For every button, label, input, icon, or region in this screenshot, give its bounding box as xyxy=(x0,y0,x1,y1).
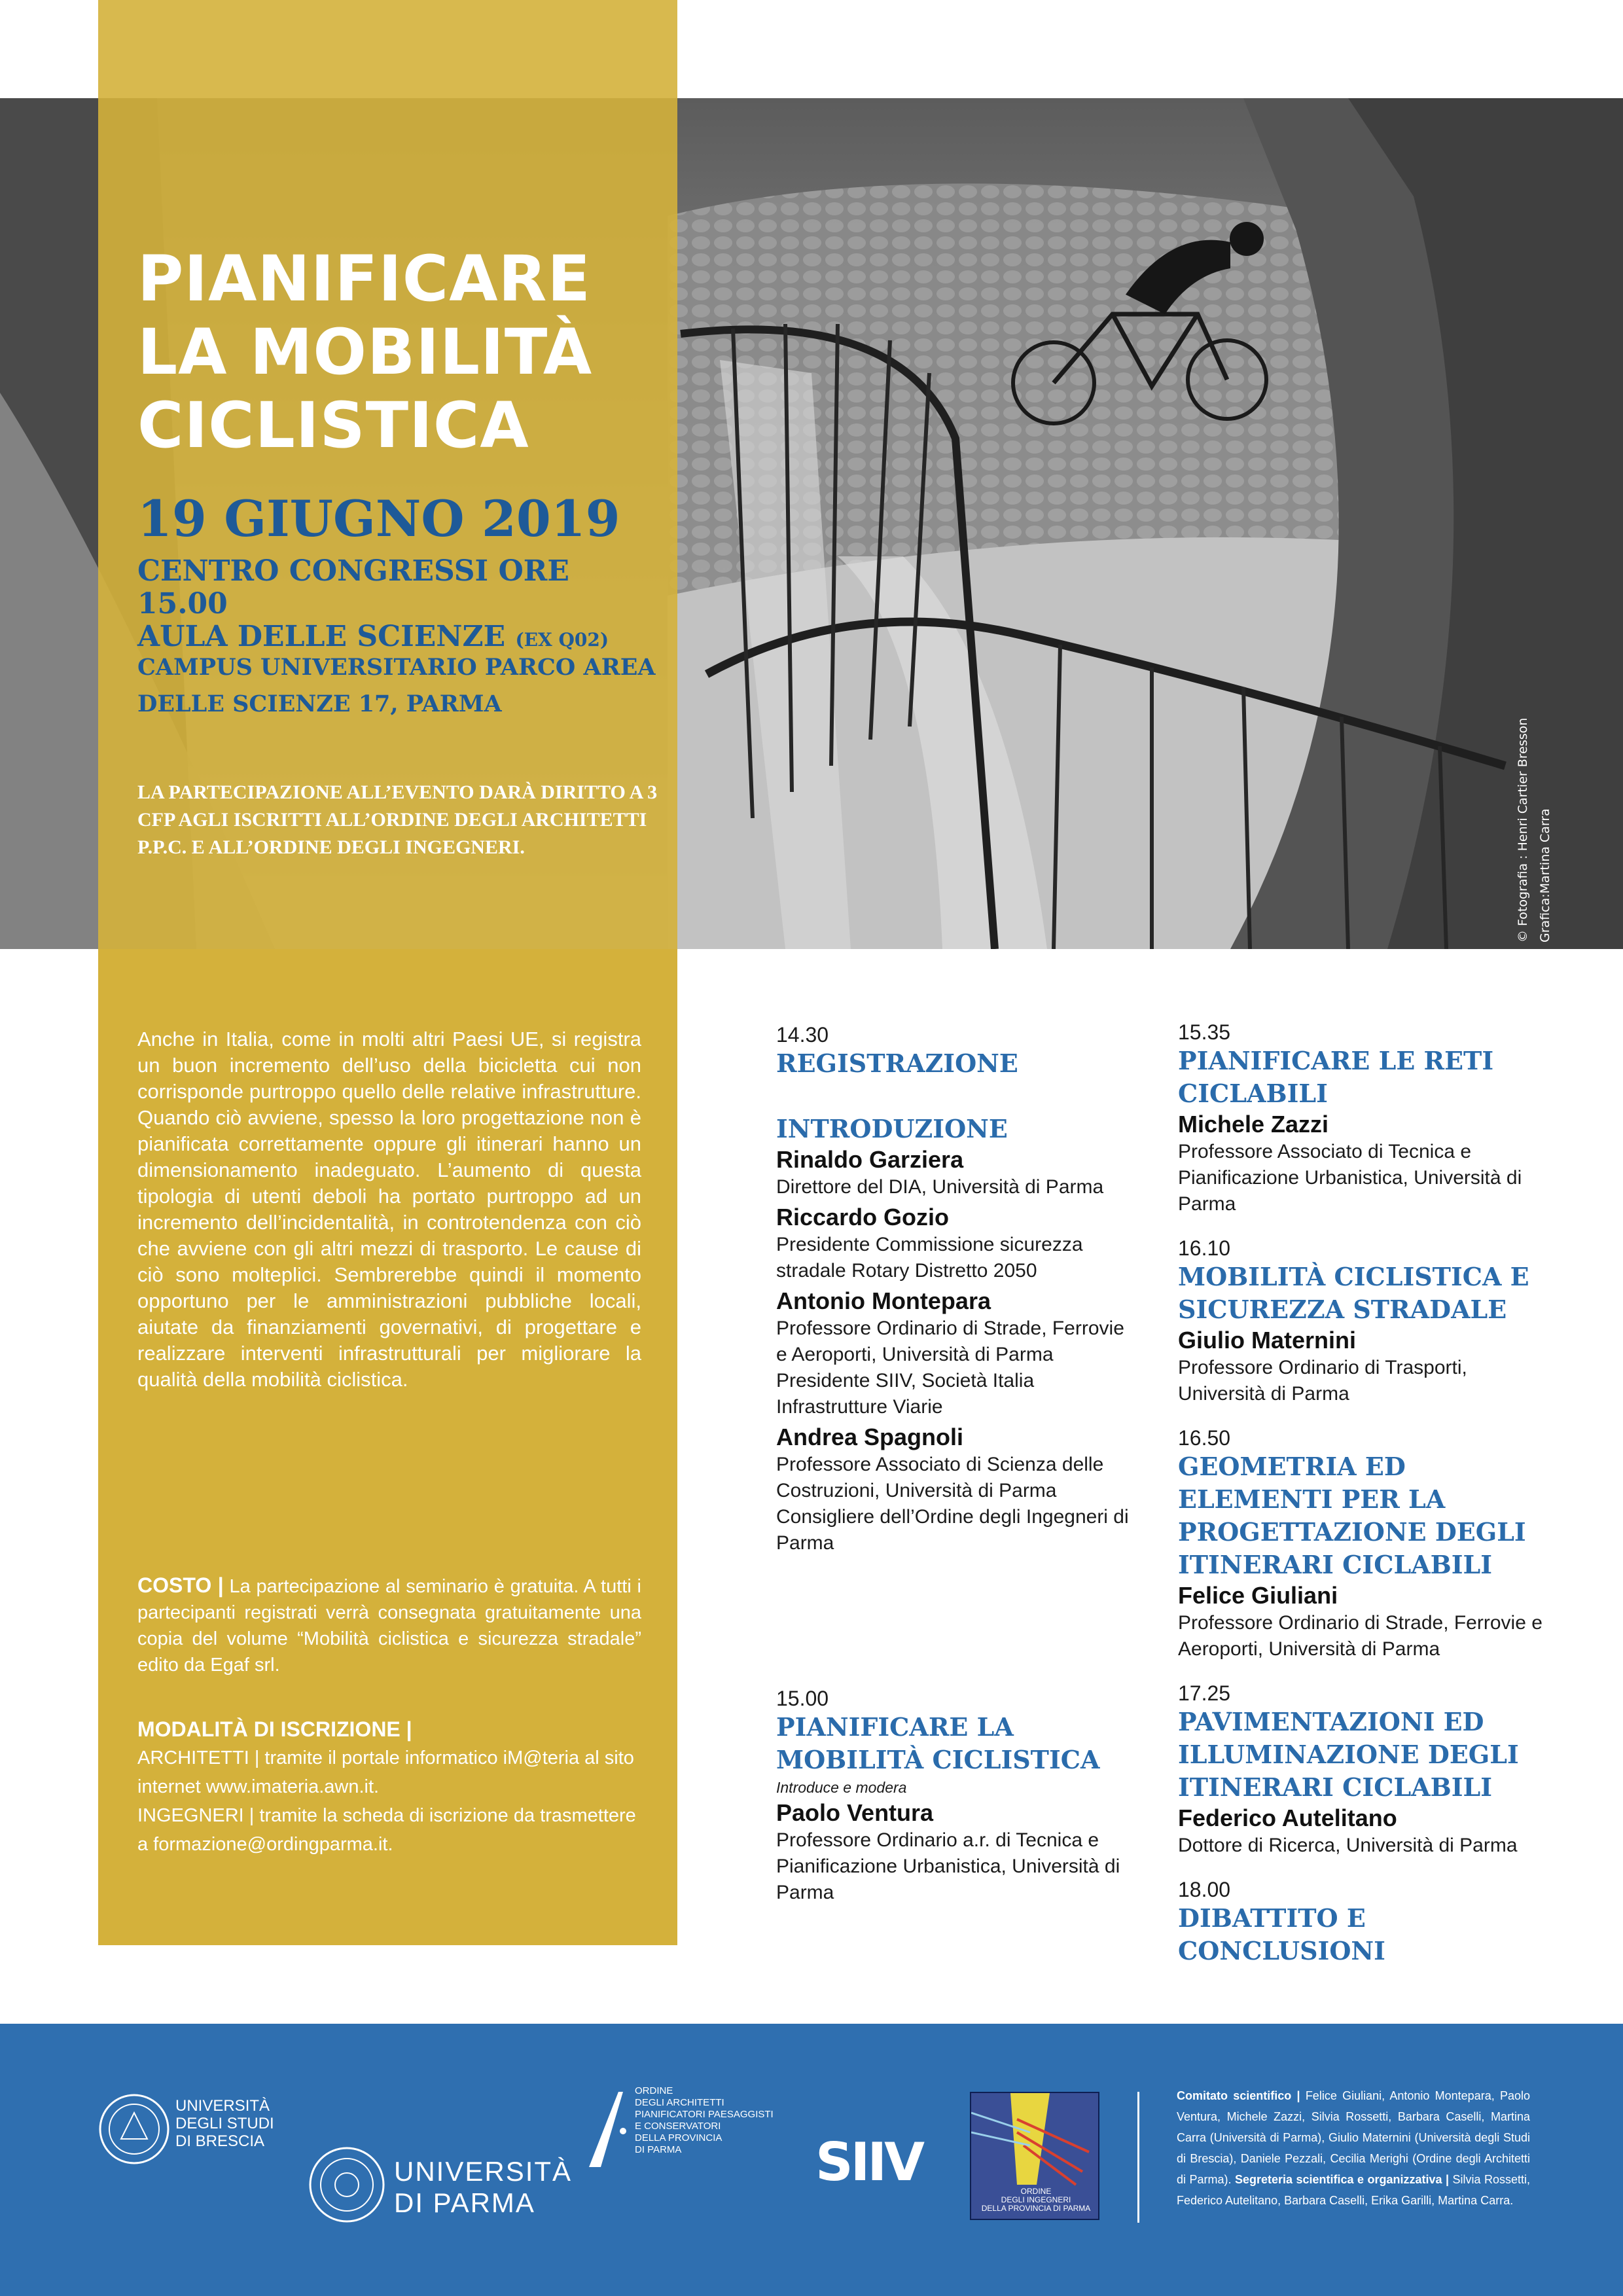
registration-architects: ARCHITETTI | tramite il portale informatico iM@teria al sito internet www.imateria.awn.it. xyxy=(137,1748,634,1797)
session-time: 17.25 xyxy=(1178,1681,1231,1705)
architects-mark-icon xyxy=(582,2085,635,2170)
brescia-line: DEGLI STUDI xyxy=(175,2115,274,2132)
architects-line: DI PARMA xyxy=(635,2144,682,2155)
logo-university-parma xyxy=(308,2145,573,2227)
footer-divider xyxy=(1137,2092,1139,2223)
engineers-line: ORDINE xyxy=(1020,2187,1052,2196)
committee-heading: Comitato scientifico | xyxy=(1177,2089,1300,2102)
secretariat-heading: Segreteria scientifica e organizzativa | xyxy=(1234,2173,1449,2186)
venue-room-note: (EX Q02) xyxy=(515,629,609,651)
registration-section xyxy=(137,1715,648,1859)
graphics-credit-line: Grafica:Martina Carra xyxy=(1538,808,1552,942)
address-line: DELLE SCIENZE 17, PARMA xyxy=(137,691,502,717)
committee-credits xyxy=(1177,2085,1530,2211)
parma-line: UNIVERSITÀ xyxy=(394,2156,573,2187)
architects-line: DEGLI ARCHITETTI xyxy=(635,2097,724,2108)
session-note: Introduce e modera xyxy=(776,1779,907,1796)
session-title: DIBATTITO E CONCLUSIONI xyxy=(1178,1903,1385,1965)
session-title: PIANIFICARE LE RETI CICLABILI xyxy=(1178,1046,1494,1108)
speaker-name: Giulio Maternini xyxy=(1178,1327,1357,1354)
session-title: REGISTRAZIONE xyxy=(776,1049,1018,1078)
engineers-name xyxy=(971,2187,1099,2213)
session-time: 15.00 xyxy=(776,1687,829,1710)
session-time: 16.10 xyxy=(1178,1236,1231,1260)
speaker-role: Professore Associato di Tecnica e Pianificazione Urbanistica, Università di Parma xyxy=(1178,1141,1522,1215)
session-debate xyxy=(1178,1877,1544,1967)
speaker-name: Rinaldo Garziera xyxy=(776,1146,964,1173)
session-safety xyxy=(1178,1236,1544,1407)
cost-heading: COSTO | xyxy=(137,1573,224,1597)
cost-text: La partecipazione al seminario è gratuita. A tutti i partecipanti registrati verrà consegnata gratuitamente una copia del volume “Mobilità ciclistica e sicurezza stradale” edito da Egaf srl. xyxy=(137,1576,641,1676)
speaker-role: Presidente Commissione sicurezza stradale Rotary Distretto 2050 xyxy=(776,1234,1083,1282)
speaker-role: Professore Ordinario di Strade, Ferrovie e Aeroporti, Università di Parma xyxy=(1178,1612,1543,1660)
registration-heading: MODALITÀ DI ISCRIZIONE | xyxy=(137,1717,412,1741)
event-date: 19 GIUGNO 2019 xyxy=(137,490,620,548)
event-title xyxy=(137,242,661,462)
brescia-seal-icon xyxy=(98,2093,170,2165)
parma-seal-icon xyxy=(308,2145,386,2224)
session-pavements xyxy=(1178,1681,1544,1859)
speaker-role: Direttore del DIA, Università di Parma xyxy=(776,1176,1104,1198)
speaker-name: Antonio Montepara xyxy=(776,1287,991,1314)
logo-siiv: SIIV xyxy=(815,2132,923,2193)
committee-text: Felice Giuliani, Antonio Montepara, Paolo Ventura, Michele Zazzi, Silvia Rossetti, Barbara Caselli, Martina Carra (Università di Parma), Giulio Maternini (Università degli Studi di Brescia), Daniele Pezzali, Cecilia Merighi (Ordine degli Architetti di Parma). xyxy=(1177,2089,1530,2186)
speaker-role: Professore Ordinario a.r. di Tecnica e Pianificazione Urbanistica, Università di Parma xyxy=(776,1829,1120,1903)
title-line: CICLISTICA xyxy=(137,389,529,462)
brescia-line: DI BRESCIA xyxy=(175,2132,265,2150)
cfp-notice: LA PARTECIPAZIONE ALL’EVENTO DARÀ DIRITTO A 3 CFP AGLI ISCRITTI ALL’ORDINE DEGLI ARCHITETTI P.P.C. E ALL’ORDINE DEGLI INGEGNERI. xyxy=(137,781,658,858)
session-title: MOBILITÀ CICLISTICA E SICUREZZA STRADALE xyxy=(1178,1262,1529,1324)
session-title: PIANIFICARE LA MOBILITÀ CICLISTICA xyxy=(776,1712,1100,1774)
engineers-line: DELLA PROVINCIA DI PARMA xyxy=(981,2204,1091,2213)
session-title: GEOMETRIA ED ELEMENTI PER LA PROGETTAZIONE DEGLI ITINERARI CICLABILI xyxy=(1178,1452,1526,1579)
architects-name xyxy=(635,2085,792,2156)
speaker-name: Paolo Ventura xyxy=(776,1799,934,1826)
logo-university-brescia xyxy=(98,2093,274,2168)
photo-credit-line: © Fotografia : Henri Cartier Bresson xyxy=(1516,717,1530,942)
address-line: CAMPUS UNIVERSITARIO PARCO AREA xyxy=(137,654,656,681)
session-registration xyxy=(776,1022,1130,1080)
speaker-role: Dottore di Ricerca, Università di Parma xyxy=(1178,1835,1518,1856)
venue-line: CENTRO CONGRESSI ORE 15.00 xyxy=(137,554,569,620)
photo-credit xyxy=(1512,668,1590,942)
speaker-role: Professore Ordinario di Trasporti, Università di Parma xyxy=(1178,1357,1467,1405)
title-line: PIANIFICARE xyxy=(137,242,591,315)
speaker-name: Michele Zazzi xyxy=(1178,1111,1329,1138)
engineers-line: DEGLI INGEGNERI xyxy=(1001,2195,1071,2204)
speaker-role: Consigliere dell’Ordine degli Ingegneri di Parma xyxy=(776,1506,1129,1554)
speaker-role: Professore Associato di Scienza delle Costruzioni, Università di Parma xyxy=(776,1454,1104,1501)
architects-line: ORDINE xyxy=(635,2085,673,2096)
architects-line: DELLA PROVINCIA xyxy=(635,2132,722,2144)
event-venue xyxy=(137,555,661,656)
cost-section xyxy=(137,1572,641,1678)
logo-ordine-ingegneri xyxy=(970,2092,1099,2220)
parma-line: DI PARMA xyxy=(394,2187,535,2218)
session-time: 15.35 xyxy=(1178,1020,1231,1044)
speaker-name: Felice Giuliani xyxy=(1178,1582,1338,1609)
intro-paragraph: Anche in Italia, come in molti altri Paesi UE, si registra un buon incremento dell’uso della bicicletta cui non corrisponde purtroppo quello delle relative infrastrutture. Quando ciò avviene, spesso la loro progettazione non è pianificata correttamente oppure gli itinerari hanno un dimensionamento inadeguato. L’aumento di questa tipologia di utenti deboli ha portato purtroppo ad un incremento dell’incidentalità, in controtendenza con ciò che avviene con gli altri mezzi di trasporto. Le cause di ciò sono molteplici. Sembrerebbe quindi il momento opportuno per le amministrazioni pubbliche locali, aiutate da finanziamenti governativi, di progettare e realizzare interventi infrastrutturali per migliorare la qualità della mobilità ciclistica. xyxy=(137,1028,641,1391)
session-time: 16.50 xyxy=(1178,1426,1231,1450)
venue-room: AULA DELLE SCIENZE xyxy=(137,620,506,653)
session-planning-mobility xyxy=(776,1686,1130,1906)
speaker-name: Federico Autelitano xyxy=(1178,1804,1397,1831)
speaker-role: Presidente SIIV, Società Italia Infrastrutture Viarie xyxy=(776,1370,1035,1418)
title-line: LA MOBILITÀ xyxy=(137,315,593,389)
session-geometry xyxy=(1178,1426,1544,1662)
program-column-right xyxy=(1178,1020,1544,1967)
brescia-name xyxy=(175,2097,306,2150)
session-title: PAVIMENTAZIONI ED ILLUMINAZIONE DEGLI ITINERARI CICLABILI xyxy=(1178,1707,1519,1802)
secretariat-text: Silvia Rossetti, Federico Autelitano, Barbara Caselli, Erika Garilli, Martina Carra. xyxy=(1177,2173,1530,2207)
program-column-left xyxy=(776,1022,1130,1906)
event-address xyxy=(137,649,661,723)
speaker-name: Riccardo Gozio xyxy=(776,1204,950,1230)
speaker-role: Professore Ordinario di Strade, Ferrovie e Aeroporti, Università di Parma xyxy=(776,1318,1124,1365)
brescia-line: UNIVERSITÀ xyxy=(175,2097,270,2115)
session-time: 18.00 xyxy=(1178,1878,1231,1901)
architects-line: E CONSERVATORI xyxy=(635,2121,721,2132)
architects-line: PIANIFICATORI PAESAGGISTI xyxy=(635,2109,774,2120)
session-introduction xyxy=(776,1113,1130,1556)
parma-name xyxy=(394,2156,573,2219)
registration-engineers: INGEGNERI | tramite la scheda di iscrizione da trasmettere a formazione@ordingparma.it. xyxy=(137,1805,636,1855)
session-time: 14.30 xyxy=(776,1023,829,1047)
session-title: INTRODUZIONE xyxy=(776,1114,1008,1143)
logo-ordine-architetti xyxy=(582,2085,774,2174)
session-networks xyxy=(1178,1020,1544,1217)
speaker-name: Andrea Spagnoli xyxy=(776,1424,964,1450)
